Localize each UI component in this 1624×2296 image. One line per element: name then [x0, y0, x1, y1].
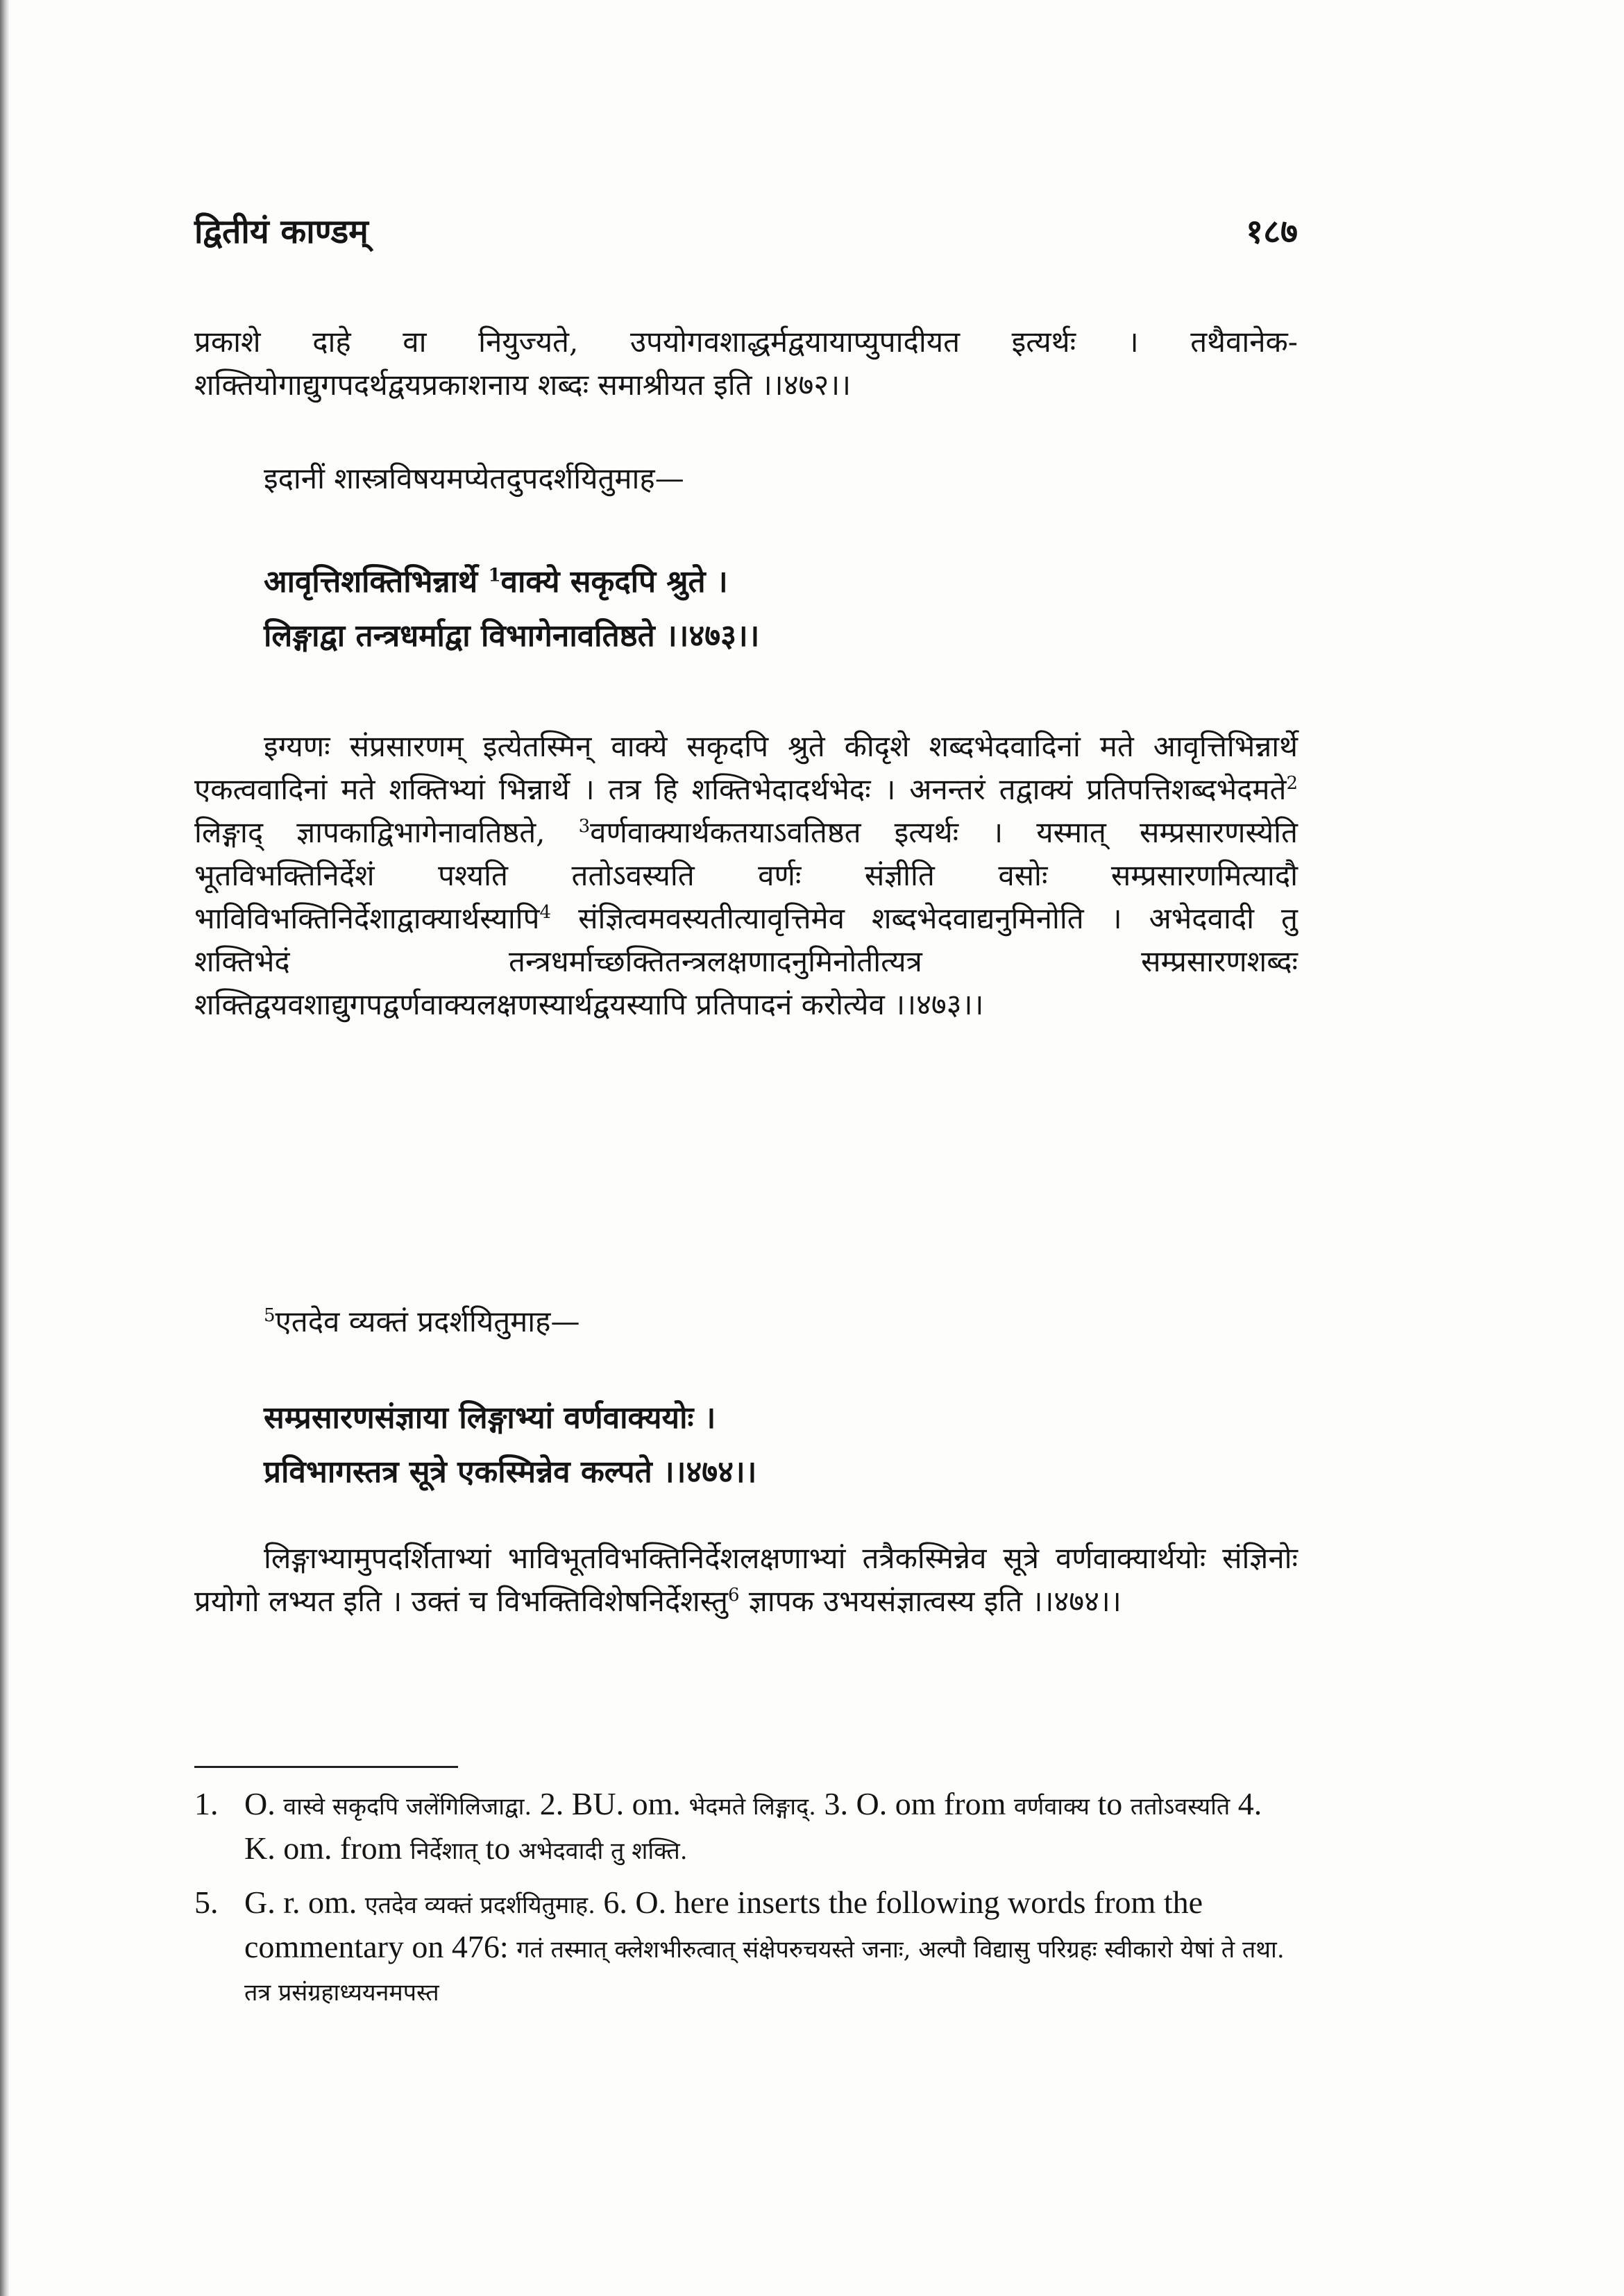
verse-473	[264, 555, 1298, 663]
intro-text: इदानीं शास्त्रविषयमप्येतदुपदर्शयितुमाह—	[264, 461, 684, 495]
commentary-474	[194, 1537, 1298, 1623]
footnote-text: 4. K. om. from	[244, 1786, 1262, 1866]
footnote-ref: 1	[488, 565, 501, 586]
footnote-rule	[194, 1766, 458, 1768]
footnote-text: वास्वे सकृदपि जलेंगिलिजाद्वा.	[283, 1793, 532, 1821]
footnote-text: G. r. om.	[244, 1885, 365, 1920]
page-number: १८७	[1246, 212, 1298, 251]
running-header	[194, 208, 1298, 264]
verse-text: आवृत्तिशक्तिभिन्नार्थे	[264, 564, 489, 599]
verse-line-1	[264, 555, 1298, 609]
commentary-text: ज्ञापक उभयसंज्ञात्वस्य इति ।।४७४।।	[739, 1584, 1122, 1618]
verse-line-1: सम्प्रसारणसंज्ञाया लिङ्गाभ्यां वर्णवाक्ययोः ।	[264, 1400, 716, 1436]
commentary-text: लिङ्गाभ्यामुपदर्शिताभ्यां भाविभूतविभक्तिनिर्देशलक्षणाभ्यां तत्रैकस्मिन्नेव सूत्रे वर्णवाक्यार्थयोः संज्ञिनोः प्रयोगो लभ्यत इति । उक्तं च विभक्तिविशेषनिर्देशस्तु	[194, 1541, 1298, 1618]
intro-473	[264, 458, 1298, 500]
commentary-text: इग्यणः संप्रसारणम् इत्येतस्मिन् वाक्ये सकृदपि श्रुते कीदृशे शब्दभेदवादिनां मते आवृत्तिभिन्नार्थे एकत्ववादिनां मते शक्तिभ्यां भिन्नार्थे । तत्र हि शक्तिभेदादर्थभेदः । अनन्तरं तद्वाक्यं प्रतिपत्तिशब्दभेदमते	[194, 729, 1298, 806]
footnote-text: गतं तस्मात् क्लेशभीरुत्वात् संक्षेपरुचयस्ते जनाः, अल्पौ विद्यासु परिग्रहः स्वीकारो येषां ते तथा. तत्र प्रसंग्रहाध्ययनमपस्त	[244, 1936, 1285, 2007]
footnote-ref: 6	[728, 1585, 740, 1606]
commentary-text: लिङ्गाद् ज्ञापकाद्विभागेनावतिष्ठते,	[194, 815, 579, 849]
verse-line-2: प्रविभागस्तत्र सूत्रे एकस्मिन्नेव कल्पते ।।४७४।।	[264, 1454, 757, 1490]
footnote-text: 6. O. here inserts the following words from the commentary on 476:	[244, 1885, 1203, 1964]
footnote-text: O.	[244, 1786, 284, 1821]
footnote-ref: 4	[539, 902, 552, 923]
footnote-text: to	[1090, 1786, 1131, 1821]
binding-edge	[0, 0, 10, 2296]
commentary-472-end	[194, 321, 1298, 407]
verse-474	[264, 1391, 1298, 1499]
footnote-1-4	[194, 1783, 1298, 1872]
footnote-text: भेदमते लिङ्गाद्.	[688, 1793, 816, 1821]
footnote-5-6	[194, 1882, 1298, 2014]
commentary-line: प्रकाशे दाहे वा नियुज्यते, उपयोगवशाद्धर्मद्वयायाप्युपादीयत इत्यर्थः । तथैवानेक-	[194, 325, 1298, 359]
intro-474	[264, 1301, 1298, 1343]
footnote-ref: 5	[264, 1305, 276, 1326]
footnote-number: 1.	[194, 1786, 219, 1821]
verse-line-2: लिङ्गाद्वा तन्त्रधर्माद्वा विभागेनावतिष्ठते ।।४७३।।	[264, 618, 760, 654]
footnote-text: 3. O. om from	[815, 1786, 1014, 1821]
footnotes	[194, 1783, 1298, 2014]
commentary-473	[194, 725, 1298, 1026]
footnote-number: 5.	[194, 1885, 219, 1920]
header-title: द्वितीयं काण्डम्	[194, 212, 369, 251]
footnote-text: अभेदवादी तु शक्ति.	[518, 1837, 688, 1865]
footnote-ref: 3	[578, 816, 591, 837]
footnote-text: निर्देशात्	[409, 1837, 477, 1865]
footnote-ref: 2	[1286, 773, 1298, 794]
footnote-text: वर्णवाक्य	[1013, 1793, 1090, 1821]
footnote-text: एतदेव व्यक्तं प्रदर्शयितुमाह.	[364, 1891, 595, 1919]
footnote-text: to	[477, 1830, 518, 1866]
commentary-line: शक्तियोगाद्युगपदर्थद्वयप्रकाशनाय शब्दः समाश्रीयत इति ।।४७२।।	[194, 368, 852, 402]
footnote-text: 2. BU. om.	[532, 1786, 689, 1821]
commentary-text: वर्णवाक्यार्थकतयाऽवतिष्ठत इत्यर्थः । यस्मात् सम्प्रसारणस्येति भूतविभक्तिनिर्देशं पश्यति ततोऽवस्यति वर्णः संज्ञीति वसोः सम्प्रसारणमित्यादौ भाविविभक्तिनिर्देशाद्वाक्यार्थस्यापि	[194, 815, 1298, 935]
verse-text: वाक्ये सकृदपि श्रुते ।	[500, 564, 728, 599]
footnote-text: ततोऽवस्यति	[1130, 1793, 1230, 1821]
commentary-text: संज्ञित्वमवस्यतीत्यावृत्तिमेव शब्दभेदवाद्यनुमिनोति । अभेदवादी तु शक्तिभेदं तन्त्रधर्माच्छक्तितन्त्रलक्षणादनुमिनोतीत्यत्र सम्प्रसारणशब्दः शक्तिद्वयवशाद्युगपद्वर्णवाक्यलक्षणस्यार्थद्वयस्यापि प्रतिपादनं करोत्येव ।।४७३।।	[194, 901, 1298, 1021]
intro-text: एतदेव व्यक्तं प्रदर्शयितुमाह—	[275, 1304, 580, 1338]
